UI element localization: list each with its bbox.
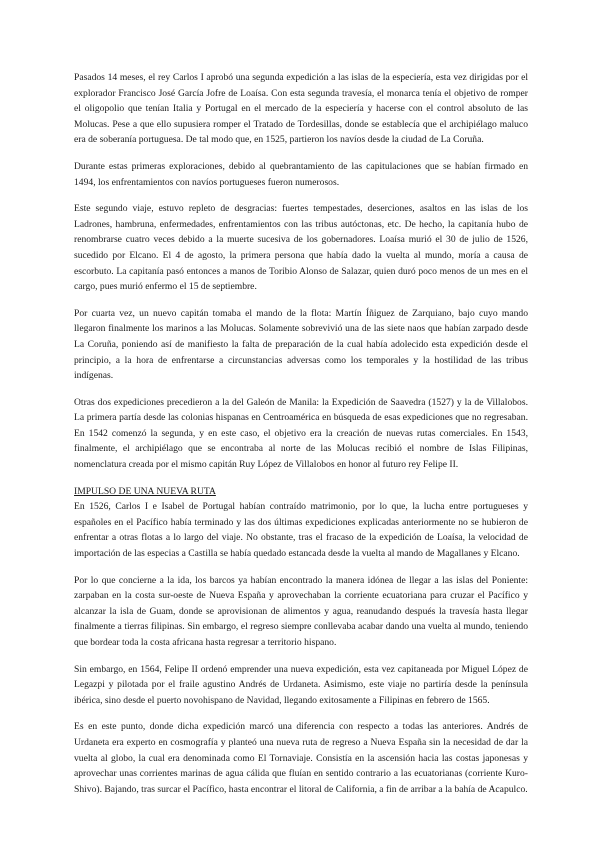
- paragraph: Por cuarta vez, un nuevo capitán tomaba el mando de la flota: Martín Íñiguez de Zarquiano, bajo cuyo mando llegaron finalmente los marinos a las Molucas. Solamente sobrevivió una de las siete naos que habían zarpado desde La Coruña, poniendo así de manifiesto la falta de preparación de la cual había adolecido esta expedición desde el principio, a la hora de enfrentarse a circunstancias adversas como los temporales y la hostilidad de las tribus indígenas.: [74, 307, 528, 382]
- paragraph: Otras dos expediciones precedieron a la del Galeón de Manila: la Expedición de Saavedra (1527) y la de Villalobos. La primera partía desde las colonias hispanas en Centroamérica en búsqueda de esas expediciones que no regresaban. En 1542 comenzó la segunda, y en este caso, el objetivo era la creación de nuevas rutas comerciales. En 1543, finalmente, el archipiélago que se encontraba al norte de las Molucas recibió el nombre de Islas Filipinas, nomenclatura creada por el mismo capitán Ruy López de Villalobos en honor al futuro rey Felipe II.: [74, 396, 528, 471]
- paragraph: Durante estas primeras exploraciones, debido al quebrantamiento de las capitulaciones que se habían firmado en 1494, los enfrentamientos con navíos portugueses fueron numerosos.: [74, 160, 528, 188]
- paragraph: Es en este punto, donde dicha expedición marcó una diferencia con respecto a todas las anteriores. Andrés de Urdaneta era experto en cosmografía y planteó una nueva ruta de regreso a Nueva España sin la necesidad de dar la vuelta al globo, la cual era denominada como El Tornaviaje. Consistía en la ascensión hacia las costas japonesas y aprovechar unas corrientes marinas de agua cálida que fluían en sentido contrario a las ecuatorianas (corriente Kuro-Shivo). Bajando, tras surcar el Pacífico, hasta encontrar el litoral de California, a fin de arribar a la bahía de Acapulco.: [74, 721, 528, 795]
- paragraph: Por lo que concierne a la ida, los barcos ya habían encontrado la manera idónea de llegar a las islas del Poniente: zarpaban en la costa sur-oeste de Nueva España y aprovechaban la corriente ecuatoriana para cruzar el Pacífico y alcanzar la isla de Guam, donde se aprovisionan de alimentos y agua, reanudando después la travesía hasta llegar finalmente a tierras filipinas. Sin embargo, el regreso siempre conllevaba acabar dando una vuelta al mundo, teniendo que bordear toda la costa africana hasta regresar a territorio hispano.: [74, 574, 528, 648]
- paragraph: Este segundo viaje, estuvo repleto de desgracias: fuertes tempestades, deserciones, asaltos en las islas de los Ladrones, hambruna, enfermedades, enfrentamientos con las tribus autóctonas, etc. De hecho, la capitanía hubo de renombrarse cuatro veces debido a la muerte sucesiva de los gobernadores. Loaísa murió el 30 de julio de 1526, sucedido por Elcano. El 4 de agosto, la primera persona que había dado la vuelta al mundo, moría a causa de escorbuto. La capitanía pasó entonces a manos de Toribio Alonso de Salazar, quien duró poco menos de un mes en el cargo, pues murió enfermo el 15 de septiembre.: [74, 203, 528, 293]
- paragraph: Pasados 14 meses, el rey Carlos I aprobó una segunda expedición a las islas de la especiería, esta vez dirigidas por el explorador Francisco José García Jofre de Loaísa. Con esta segunda travesía, el monarca tenía el objetivo de romper el oligopolio que tenían Italia y Portugal en el mercado de la especiería y hacerse con el control absoluto de las Molucas. Pese a que ello supusiera romper el Tratado de Tordesillas, donde se establecía que el archipiélago maluco era de soberanía portuguesa. De tal modo que, en 1525, partieron los navíos desde la ciudad de La Coruña.: [74, 72, 528, 146]
- section-heading: IMPULSO DE UNA NUEVA RUTA: [74, 485, 216, 497]
- paragraph: Sin embargo, en 1564, Felipe II ordenó emprender una nueva expedición, esta vez capitaneada por Miguel López de Legazpi y pilotada por el fraile agustino Andrés de Urdaneta. Asimismo, este viaje no partiría desde la península ibérica, sino desde el puerto novohispano de Navidad, llegando exitosamente a Filipinas en febrero de 1565.: [74, 663, 528, 706]
- paragraph: En 1526, Carlos I e Isabel de Portugal habían contraído matrimonio, por lo que, la lucha entre portugueses y españoles en el Pacífico había terminado y las dos últimas expediciones explicadas anteriormente no se hubieron de enfrentar a otras flotas a lo largo del viaje. No obstante, tras el fracaso de la expedición de Loaísa, la velocidad de importación de las especias a Castilla se había quedado estancada desde la vuelta al mando de Magallanes y Elcano.: [74, 501, 528, 560]
